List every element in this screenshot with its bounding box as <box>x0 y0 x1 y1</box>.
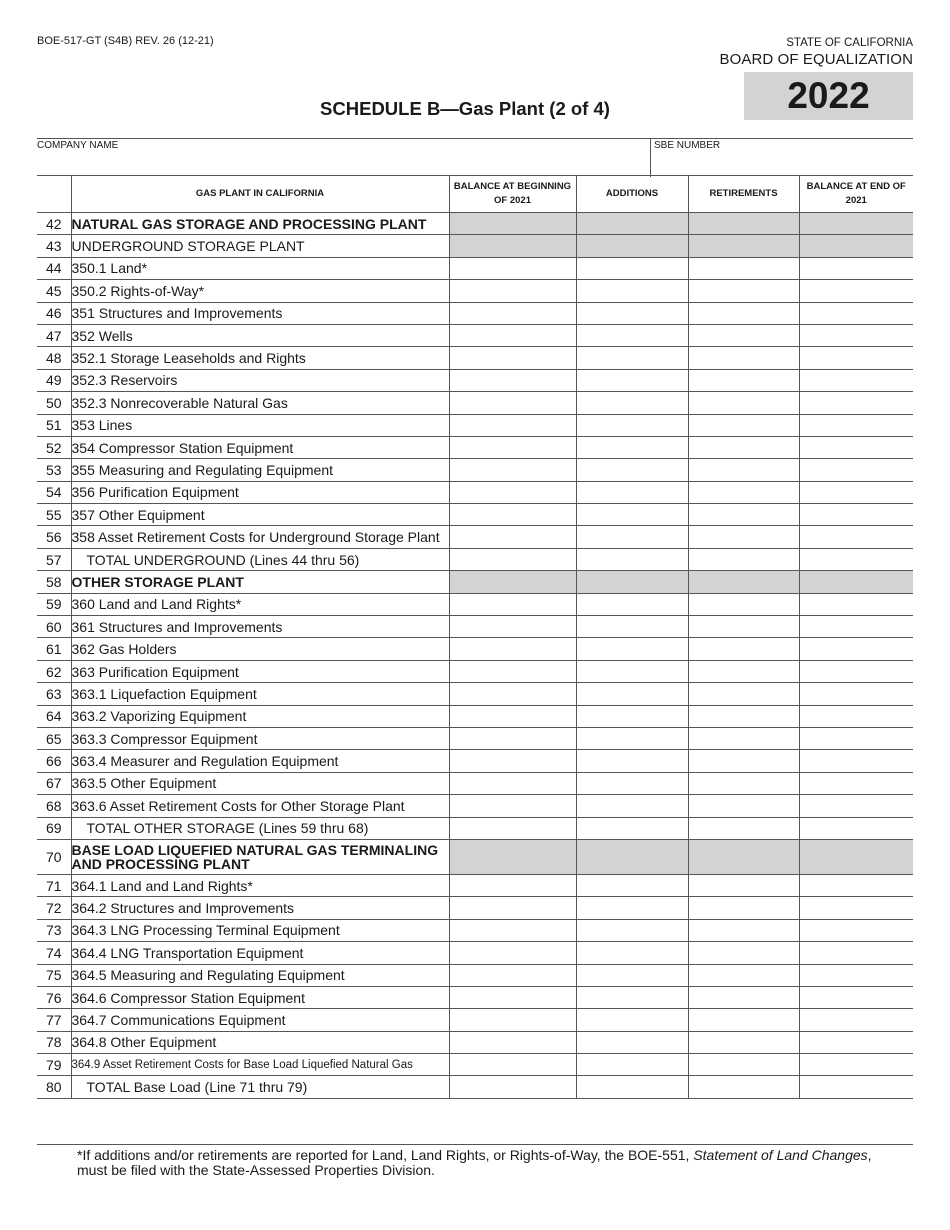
balance-beginning-cell[interactable] <box>449 772 576 794</box>
line-description: BASE LOAD LIQUEFIED NATURAL GAS TERMINALING AND PROCESSING PLANT <box>71 839 449 874</box>
footnote-text-line2: must be filed with the State-Assessed Properties Division. <box>77 1162 435 1178</box>
additions-cell[interactable] <box>576 459 688 481</box>
line-number: 62 <box>37 660 71 682</box>
balance-end-cell[interactable] <box>799 593 913 615</box>
balance-beginning-cell[interactable] <box>449 942 576 964</box>
balance-beginning-cell[interactable] <box>449 392 576 414</box>
table-row <box>37 481 913 503</box>
balance-end-cell[interactable] <box>799 727 913 749</box>
table-row <box>37 1009 913 1031</box>
footnote-form-title: Statement of Land Changes <box>693 1147 868 1163</box>
balance-end-cell[interactable] <box>799 436 913 458</box>
header-retirements: RETIREMENTS <box>688 176 799 213</box>
retirements-cell[interactable] <box>688 459 799 481</box>
table-row <box>37 392 913 414</box>
line-number: 76 <box>37 986 71 1008</box>
line-description: TOTAL Base Load (Line 71 thru 79) <box>71 1076 449 1098</box>
line-description: 364.9 Asset Retirement Costs for Base Load Liquefied Natural Gas <box>71 1054 449 1076</box>
line-number: 72 <box>37 897 71 919</box>
balance-beginning-cell[interactable] <box>449 280 576 302</box>
retirements-cell[interactable] <box>688 1054 799 1076</box>
line-description: 364.8 Other Equipment <box>71 1031 449 1053</box>
retirements-cell[interactable] <box>688 683 799 705</box>
balance-end-cell[interactable] <box>799 616 913 638</box>
retirements-cell[interactable] <box>688 897 799 919</box>
line-description: NATURAL GAS STORAGE AND PROCESSING PLANT <box>71 213 449 235</box>
line-number: 79 <box>37 1054 71 1076</box>
balance-end-cell[interactable] <box>799 526 913 548</box>
retirements-cell[interactable] <box>688 369 799 391</box>
table-row <box>37 504 913 526</box>
balance-end-cell[interactable] <box>799 750 913 772</box>
line-number: 53 <box>37 459 71 481</box>
header-balance-beginning: BALANCE AT BEGINNING OF 2021 <box>449 176 576 213</box>
line-description: 356 Purification Equipment <box>71 481 449 503</box>
balance-beginning-cell[interactable] <box>449 1054 576 1076</box>
balance-end-cell <box>799 571 913 593</box>
balance-beginning-cell[interactable] <box>449 897 576 919</box>
table-row <box>37 897 913 919</box>
line-description: 350.2 Rights-of-Way* <box>71 280 449 302</box>
line-description: 363.2 Vaporizing Equipment <box>71 705 449 727</box>
balance-beginning-cell[interactable] <box>449 705 576 727</box>
balance-end-cell[interactable] <box>799 1076 913 1098</box>
line-description: 352.3 Nonrecoverable Natural Gas <box>71 392 449 414</box>
table-row <box>37 593 913 615</box>
line-number: 68 <box>37 795 71 817</box>
balance-end-cell[interactable] <box>799 919 913 941</box>
table-row <box>37 727 913 749</box>
table-row <box>37 235 913 257</box>
retirements-cell[interactable] <box>688 919 799 941</box>
balance-beginning-cell[interactable] <box>449 414 576 436</box>
balance-beginning-cell[interactable] <box>449 750 576 772</box>
footnote-comma: , <box>867 1147 872 1163</box>
retirements-cell[interactable] <box>688 942 799 964</box>
line-number: 59 <box>37 593 71 615</box>
company-name-field[interactable] <box>37 139 118 151</box>
table-row <box>37 414 913 436</box>
additions-cell[interactable] <box>576 324 688 346</box>
line-description: 364.2 Structures and Improvements <box>71 897 449 919</box>
additions-cell <box>576 235 688 257</box>
table-row <box>37 526 913 548</box>
additions-cell[interactable] <box>576 795 688 817</box>
balance-end-cell[interactable] <box>799 660 913 682</box>
board-label: BOARD OF EQUALIZATION <box>719 51 913 68</box>
line-number: 56 <box>37 526 71 548</box>
retirements-cell[interactable] <box>688 280 799 302</box>
table-body <box>37 213 913 1099</box>
year-value: 2022 <box>787 75 870 116</box>
line-description: 352.1 Storage Leaseholds and Rights <box>71 347 449 369</box>
balance-beginning-cell[interactable] <box>449 616 576 638</box>
balance-end-cell[interactable] <box>799 257 913 279</box>
balance-beginning-cell <box>449 839 576 874</box>
additions-cell[interactable] <box>576 964 688 986</box>
line-description: 363.1 Liquefaction Equipment <box>71 683 449 705</box>
retirements-cell <box>688 839 799 874</box>
balance-end-cell[interactable] <box>799 772 913 794</box>
balance-end-cell[interactable] <box>799 369 913 391</box>
table-row <box>37 548 913 570</box>
table-row <box>37 986 913 1008</box>
line-description: 364.3 LNG Processing Terminal Equipment <box>71 919 449 941</box>
table-row <box>37 919 913 941</box>
balance-beginning-cell[interactable] <box>449 526 576 548</box>
table-row <box>37 1076 913 1098</box>
additions-cell[interactable] <box>576 638 688 660</box>
table-row <box>37 280 913 302</box>
balance-beginning-cell[interactable] <box>449 638 576 660</box>
retirements-cell[interactable] <box>688 504 799 526</box>
retirements-cell[interactable] <box>688 414 799 436</box>
additions-cell <box>576 213 688 235</box>
balance-beginning-cell[interactable] <box>449 727 576 749</box>
table-row <box>37 683 913 705</box>
additions-cell[interactable] <box>576 683 688 705</box>
table-row <box>37 436 913 458</box>
line-number: 55 <box>37 504 71 526</box>
header-additions: ADDITIONS <box>576 176 688 213</box>
additions-cell[interactable] <box>576 986 688 1008</box>
balance-beginning-cell[interactable] <box>449 593 576 615</box>
balance-beginning-cell[interactable] <box>449 660 576 682</box>
line-description: 357 Other Equipment <box>71 504 449 526</box>
retirements-cell[interactable] <box>688 986 799 1008</box>
line-number: 49 <box>37 369 71 391</box>
header-line-number <box>37 176 71 213</box>
line-number: 63 <box>37 683 71 705</box>
table-row <box>37 302 913 324</box>
additions-cell[interactable] <box>576 593 688 615</box>
header-balance-end: BALANCE AT END OF 2021 <box>799 176 913 213</box>
line-description: 350.1 Land* <box>71 257 449 279</box>
line-number: 51 <box>37 414 71 436</box>
retirements-cell[interactable] <box>688 616 799 638</box>
additions-cell[interactable] <box>576 817 688 839</box>
table-row <box>37 324 913 346</box>
table-row <box>37 638 913 660</box>
additions-cell[interactable] <box>576 548 688 570</box>
balance-end-cell[interactable] <box>799 795 913 817</box>
line-number: 52 <box>37 436 71 458</box>
additions-cell[interactable] <box>576 302 688 324</box>
line-description: UNDERGROUND STORAGE PLANT <box>71 235 449 257</box>
retirements-cell[interactable] <box>688 705 799 727</box>
balance-beginning-cell[interactable] <box>449 795 576 817</box>
balance-end-cell <box>799 213 913 235</box>
retirements-cell[interactable] <box>688 257 799 279</box>
line-description: 363.5 Other Equipment <box>71 772 449 794</box>
table-row <box>37 705 913 727</box>
line-number: 58 <box>37 571 71 593</box>
balance-beginning-cell <box>449 235 576 257</box>
balance-beginning-cell <box>449 571 576 593</box>
retirements-cell <box>688 571 799 593</box>
line-number: 77 <box>37 1009 71 1031</box>
retirements-cell[interactable] <box>688 727 799 749</box>
header-description: GAS PLANT IN CALIFORNIA <box>71 176 449 213</box>
balance-end-cell[interactable] <box>799 817 913 839</box>
table-row <box>37 817 913 839</box>
line-description: 361 Structures and Improvements <box>71 616 449 638</box>
additions-cell[interactable] <box>576 526 688 548</box>
table-row <box>37 795 913 817</box>
additions-cell[interactable] <box>576 897 688 919</box>
retirements-cell[interactable] <box>688 392 799 414</box>
line-number: 65 <box>37 727 71 749</box>
balance-end-cell[interactable] <box>799 874 913 896</box>
additions-cell[interactable] <box>576 942 688 964</box>
balance-end-cell[interactable] <box>799 548 913 570</box>
balance-beginning-cell[interactable] <box>449 986 576 1008</box>
balance-end-cell[interactable] <box>799 481 913 503</box>
balance-beginning-cell[interactable] <box>449 1009 576 1031</box>
additions-cell[interactable] <box>576 660 688 682</box>
form-number: BOE-517-GT (S4B) REV. 26 (12-21) <box>37 35 214 47</box>
line-description: 352.3 Reservoirs <box>71 369 449 391</box>
retirements-cell[interactable] <box>688 324 799 346</box>
balance-end-cell[interactable] <box>799 504 913 526</box>
balance-beginning-cell[interactable] <box>449 257 576 279</box>
retirements-cell[interactable] <box>688 526 799 548</box>
table-row <box>37 369 913 391</box>
balance-beginning-cell[interactable] <box>449 302 576 324</box>
balance-end-cell[interactable] <box>799 1054 913 1076</box>
retirements-cell[interactable] <box>688 436 799 458</box>
line-description: 363.4 Measurer and Regulation Equipment <box>71 750 449 772</box>
additions-cell[interactable] <box>576 1009 688 1031</box>
retirements-cell[interactable] <box>688 1009 799 1031</box>
line-description: 354 Compressor Station Equipment <box>71 436 449 458</box>
line-description: 363.6 Asset Retirement Costs for Other Storage Plant <box>71 795 449 817</box>
retirements-cell[interactable] <box>688 481 799 503</box>
table-row <box>37 1031 913 1053</box>
additions-cell[interactable] <box>576 1031 688 1053</box>
line-number: 71 <box>37 874 71 896</box>
table-row <box>37 839 913 874</box>
balance-beginning-cell[interactable] <box>449 548 576 570</box>
table-row <box>37 750 913 772</box>
balance-end-cell[interactable] <box>799 459 913 481</box>
balance-end-cell[interactable] <box>799 347 913 369</box>
line-description: 362 Gas Holders <box>71 638 449 660</box>
table-row <box>37 459 913 481</box>
additions-cell[interactable] <box>576 257 688 279</box>
additions-cell[interactable] <box>576 616 688 638</box>
company-name-label: COMPANY NAME <box>37 140 119 151</box>
balance-end-cell <box>799 235 913 257</box>
line-number: 57 <box>37 548 71 570</box>
retirements-cell[interactable] <box>688 638 799 660</box>
line-description: 360 Land and Land Rights* <box>71 593 449 615</box>
line-number: 60 <box>37 616 71 638</box>
retirements-cell[interactable] <box>688 795 799 817</box>
line-description: 364.7 Communications Equipment <box>71 1009 449 1031</box>
line-number: 61 <box>37 638 71 660</box>
line-description: 351 Structures and Improvements <box>71 302 449 324</box>
additions-cell[interactable] <box>576 280 688 302</box>
table-row <box>37 257 913 279</box>
line-number: 75 <box>37 964 71 986</box>
table-row <box>37 571 913 593</box>
balance-beginning-cell[interactable] <box>449 347 576 369</box>
line-number: 64 <box>37 705 71 727</box>
line-number: 78 <box>37 1031 71 1053</box>
balance-beginning-cell[interactable] <box>449 369 576 391</box>
balance-end-cell[interactable] <box>799 414 913 436</box>
retirements-cell[interactable] <box>688 660 799 682</box>
line-description: 352 Wells <box>71 324 449 346</box>
table-row <box>37 347 913 369</box>
retirements-cell[interactable] <box>688 817 799 839</box>
balance-end-cell[interactable] <box>799 324 913 346</box>
additions-cell[interactable] <box>576 1076 688 1098</box>
line-description: 364.5 Measuring and Regulating Equipment <box>71 964 449 986</box>
line-number: 46 <box>37 302 71 324</box>
table-row <box>37 942 913 964</box>
balance-end-cell[interactable] <box>799 638 913 660</box>
balance-beginning-cell[interactable] <box>449 459 576 481</box>
balance-end-cell <box>799 839 913 874</box>
balance-end-cell[interactable] <box>799 392 913 414</box>
balance-end-cell[interactable] <box>799 1031 913 1053</box>
balance-beginning-cell <box>449 213 576 235</box>
additions-cell[interactable] <box>576 705 688 727</box>
line-number: 44 <box>37 257 71 279</box>
footnote <box>77 1148 907 1178</box>
additions-cell[interactable] <box>576 504 688 526</box>
additions-cell <box>576 839 688 874</box>
line-number: 43 <box>37 235 71 257</box>
balance-beginning-cell[interactable] <box>449 1031 576 1053</box>
retirements-cell[interactable] <box>688 302 799 324</box>
additions-cell[interactable] <box>576 481 688 503</box>
table-row <box>37 660 913 682</box>
balance-end-cell[interactable] <box>799 683 913 705</box>
line-description: TOTAL OTHER STORAGE (Lines 59 thru 68) <box>71 817 449 839</box>
retirements-cell[interactable] <box>688 772 799 794</box>
gas-plant-table <box>37 175 913 1099</box>
additions-cell[interactable] <box>576 750 688 772</box>
table-row <box>37 772 913 794</box>
line-number: 70 <box>37 839 71 874</box>
line-description: 364.1 Land and Land Rights* <box>71 874 449 896</box>
state-label: STATE OF CALIFORNIA <box>786 37 913 49</box>
sbe-number-field[interactable] <box>654 139 720 151</box>
line-number: 48 <box>37 347 71 369</box>
line-description: 364.6 Compressor Station Equipment <box>71 986 449 1008</box>
page-title: SCHEDULE B—Gas Plant (2 of 4) <box>320 98 610 119</box>
table-row <box>37 964 913 986</box>
balance-beginning-cell[interactable] <box>449 874 576 896</box>
retirements-cell[interactable] <box>688 593 799 615</box>
additions-cell <box>576 571 688 593</box>
balance-end-cell[interactable] <box>799 964 913 986</box>
additions-cell[interactable] <box>576 874 688 896</box>
balance-end-cell[interactable] <box>799 897 913 919</box>
line-number: 54 <box>37 481 71 503</box>
balance-beginning-cell[interactable] <box>449 683 576 705</box>
balance-beginning-cell[interactable] <box>449 436 576 458</box>
field-divider <box>650 139 651 177</box>
retirements-cell <box>688 235 799 257</box>
table-row <box>37 213 913 235</box>
additions-cell[interactable] <box>576 919 688 941</box>
additions-cell[interactable] <box>576 1054 688 1076</box>
balance-beginning-cell[interactable] <box>449 817 576 839</box>
table-header-row <box>37 176 913 213</box>
sbe-number-label: SBE NUMBER <box>654 140 721 151</box>
line-description: 363 Purification Equipment <box>71 660 449 682</box>
line-number: 66 <box>37 750 71 772</box>
retirements-cell[interactable] <box>688 1076 799 1098</box>
line-number: 80 <box>37 1076 71 1098</box>
balance-end-cell[interactable] <box>799 986 913 1008</box>
additions-cell[interactable] <box>576 347 688 369</box>
line-description: 353 Lines <box>71 414 449 436</box>
footer-rule <box>37 1144 913 1145</box>
line-number: 74 <box>37 942 71 964</box>
line-description: TOTAL UNDERGROUND (Lines 44 thru 56) <box>71 548 449 570</box>
footnote-text: *If additions and/or retirements are reported for Land, Land Rights, or Rights-of-Way, the BOE-551, <box>77 1147 694 1163</box>
line-number: 47 <box>37 324 71 346</box>
line-number: 67 <box>37 772 71 794</box>
balance-beginning-cell[interactable] <box>449 481 576 503</box>
line-description: OTHER STORAGE PLANT <box>71 571 449 593</box>
retirements-cell[interactable] <box>688 1031 799 1053</box>
additions-cell[interactable] <box>576 436 688 458</box>
balance-end-cell[interactable] <box>799 705 913 727</box>
line-number: 45 <box>37 280 71 302</box>
line-number: 73 <box>37 919 71 941</box>
retirements-cell[interactable] <box>688 874 799 896</box>
additions-cell[interactable] <box>576 772 688 794</box>
table-row <box>37 1054 913 1076</box>
balance-end-cell[interactable] <box>799 280 913 302</box>
balance-beginning-cell[interactable] <box>449 1076 576 1098</box>
line-description: 364.4 LNG Transportation Equipment <box>71 942 449 964</box>
balance-end-cell[interactable] <box>799 1009 913 1031</box>
line-description: 358 Asset Retirement Costs for Underground Storage Plant <box>71 526 449 548</box>
balance-end-cell[interactable] <box>799 942 913 964</box>
additions-cell[interactable] <box>576 369 688 391</box>
retirements-cell <box>688 213 799 235</box>
balance-beginning-cell[interactable] <box>449 504 576 526</box>
balance-beginning-cell[interactable] <box>449 964 576 986</box>
balance-end-cell[interactable] <box>799 302 913 324</box>
line-description: 355 Measuring and Regulating Equipment <box>71 459 449 481</box>
retirements-cell[interactable] <box>688 964 799 986</box>
retirements-cell[interactable] <box>688 347 799 369</box>
table-row <box>37 874 913 896</box>
line-number: 42 <box>37 213 71 235</box>
balance-beginning-cell[interactable] <box>449 919 576 941</box>
company-info-row <box>37 138 913 177</box>
balance-beginning-cell[interactable] <box>449 324 576 346</box>
line-description: 363.3 Compressor Equipment <box>71 727 449 749</box>
line-number: 69 <box>37 817 71 839</box>
additions-cell[interactable] <box>576 414 688 436</box>
additions-cell[interactable] <box>576 392 688 414</box>
additions-cell[interactable] <box>576 727 688 749</box>
table-row <box>37 616 913 638</box>
line-number: 50 <box>37 392 71 414</box>
retirements-cell[interactable] <box>688 750 799 772</box>
retirements-cell[interactable] <box>688 548 799 570</box>
